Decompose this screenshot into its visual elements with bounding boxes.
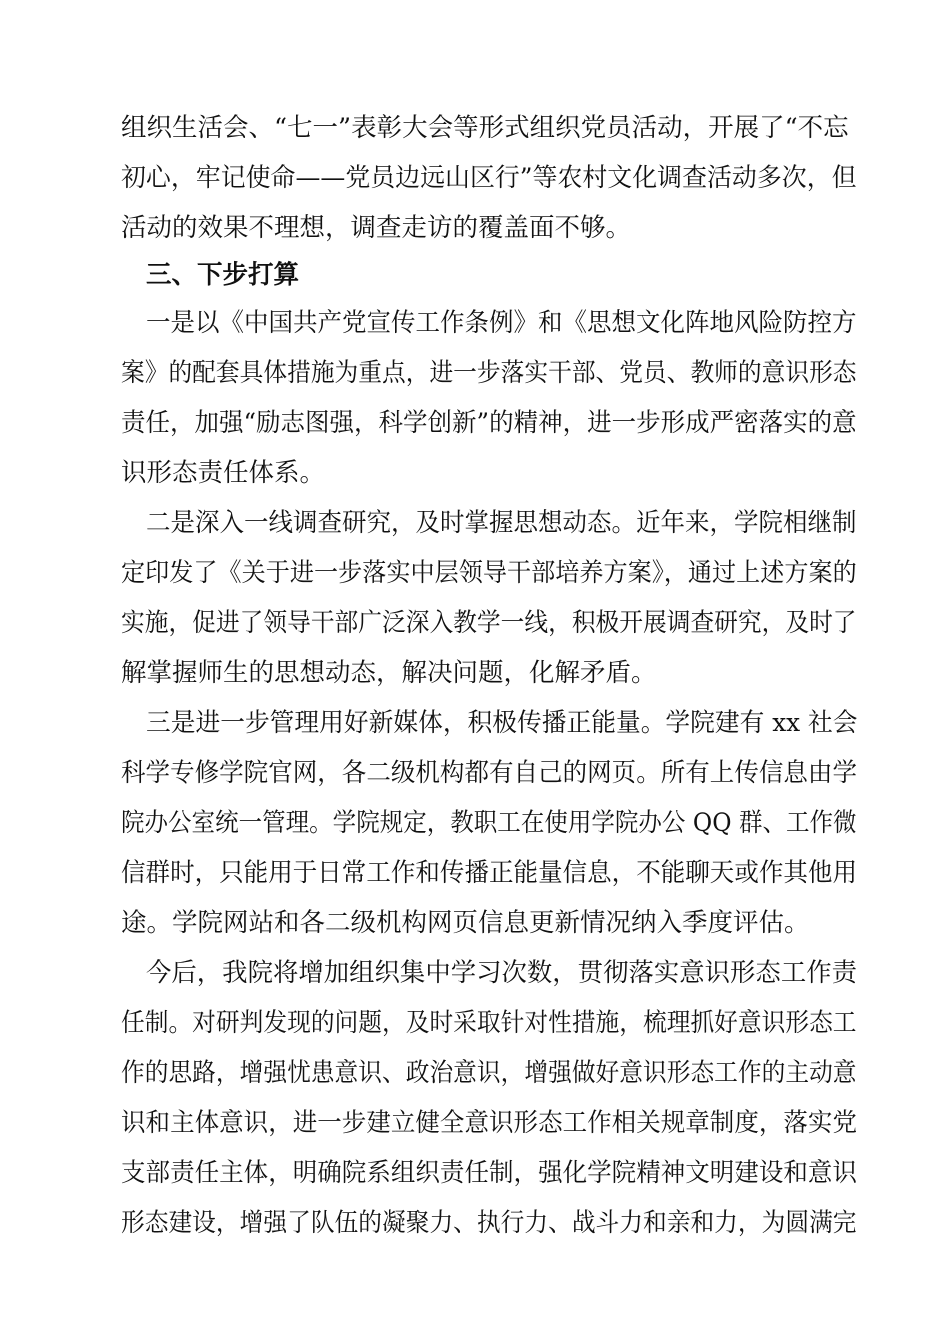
section-heading: 三、下步打算 (146, 260, 300, 290)
text-line: 形态建设，增强了队伍的凝聚力、执行力、战斗力和亲和力，为圆满完 (121, 1208, 857, 1238)
text-line: 初心，牢记使命——党员边远山区行”等农村文化调查活动多次，但 (121, 163, 857, 193)
text-line: 任制。对研判发现的问题，及时采取针对性措施，梳理抓好意识形态工 (121, 1008, 857, 1038)
text-line: 实施，促进了领导干部广泛深入教学一线，积极开展调查研究，及时了 (121, 608, 857, 638)
text-line: 活动的效果不理想，调查走访的覆盖面不够。 (121, 213, 632, 243)
text-line: 定印发了《关于进一步落实中层领导干部培养方案》，通过上述方案的 (121, 558, 857, 588)
text-line: 支部责任主体，明确院系组织责任制，强化学院精神文明建设和意识 (121, 1158, 858, 1188)
text-line: 二是深入一线调查研究，及时掌握思想动态。近年来，学院相继制 (146, 508, 857, 538)
text-line: 识和主体意识，进一步建立健全意识形态工作相关规章制度，落实党 (121, 1108, 858, 1138)
text-line: 三是进一步管理用好新媒体，积极传播正能量。学院建有 xx 社会 (146, 708, 858, 738)
text-line: 解掌握师生的思想动态，解决问题，化解矛盾。 (121, 658, 657, 688)
text-line: 责任，加强“励志图强，科学创新”的精神，进一步形成严密落实的意 (121, 408, 857, 438)
text-line: 途。学院网站和各二级机构网页信息更新情况纳入季度评估。 (121, 908, 810, 938)
text-line: 今后，我院将增加组织集中学习次数，贯彻落实意识形态工作责 (146, 958, 858, 988)
text-line: 院办公室统一管理。学院规定，教职工在使用学院办公 QQ 群、工作微 (121, 808, 857, 838)
text-line: 识形态责任体系。 (121, 458, 326, 488)
text-line: 信群时，只能用于日常工作和传播正能量信息，不能聊天或作其他用 (121, 858, 858, 888)
text-line: 科学专修学院官网，各二级机构都有自己的网页。所有上传信息由学 (121, 758, 858, 788)
text-line: 作的思路，增强忧患意识、政治意识，增强做好意识形态工作的主动意 (121, 1058, 857, 1088)
text-line: 案》的配套具体措施为重点，进一步落实干部、党员、教师的意识形态 (121, 358, 857, 388)
text-line: 一是以《中国共产党宣传工作条例》和《思想文化阵地风险防控方 (146, 308, 857, 338)
text-line: 组织生活会、“七一”表彰大会等形式组织党员活动，开展了“不忘 (121, 113, 849, 143)
